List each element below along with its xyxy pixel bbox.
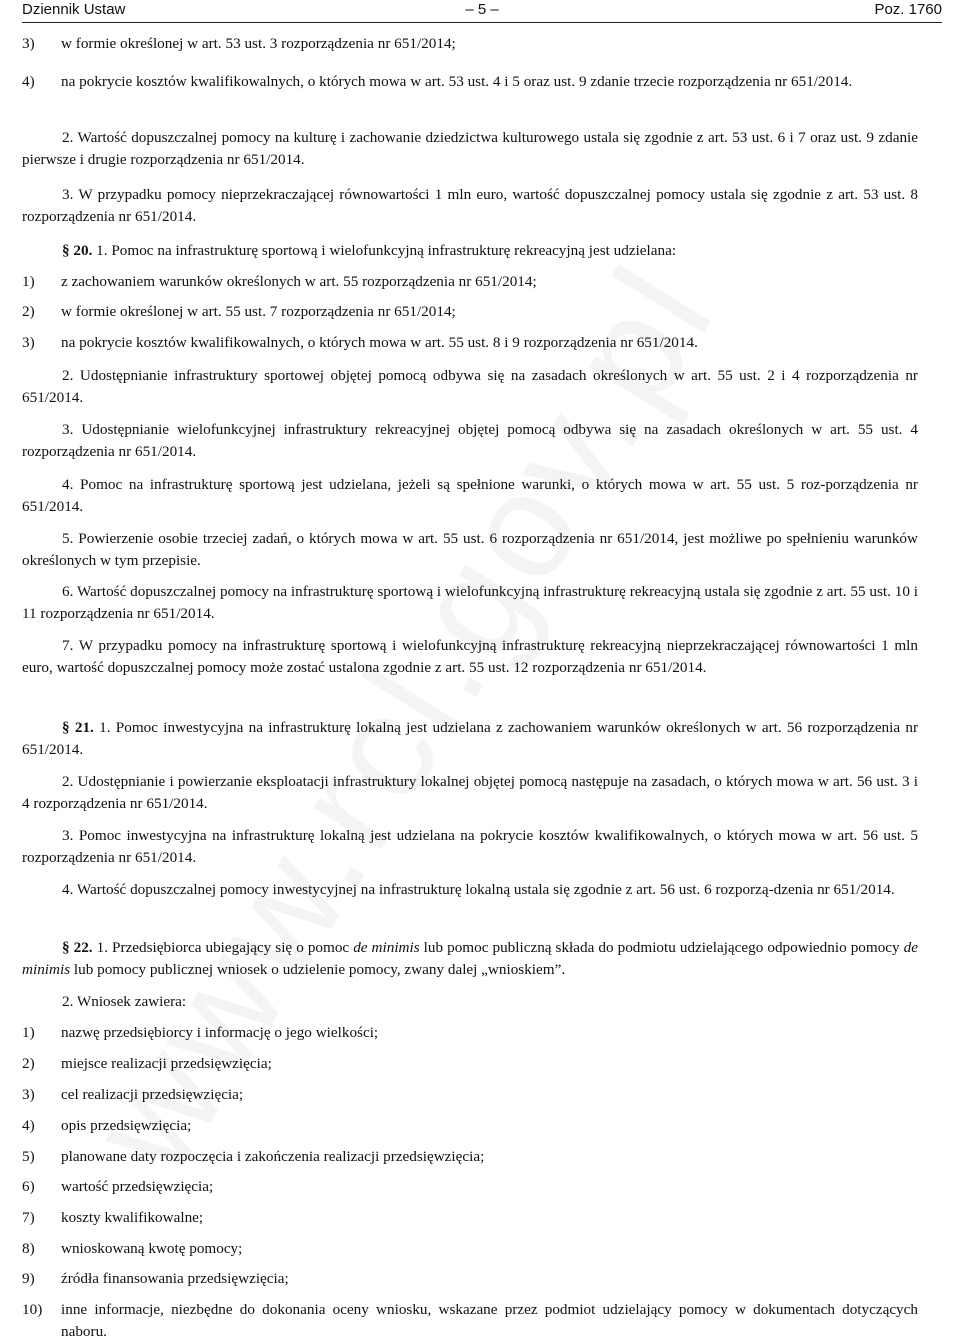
page-header	[22, 0, 942, 23]
item-text: cel realizacji przedsięwzięcia;	[61, 1086, 244, 1103]
paragraph: 3. W przypadku pomocy nieprzekraczającej równowartości 1 mln euro, wartość dopuszczalnej pomocy ustala się zgodnie z art. 53 ust. 8 rozporządzenia nr 651/2014.	[22, 186, 918, 225]
list-item	[22, 1176, 918, 1198]
list-item	[22, 71, 918, 93]
list-item	[22, 1053, 918, 1075]
item-number: 9)	[22, 1270, 35, 1287]
paragraph-text: 1. Pomoc inwestycyjna na infrastrukturę lokalną jest udzielana z zachowaniem warunków określonych w art. 56 rozporządzenia nr 651/2014.	[22, 719, 919, 758]
list-item	[22, 301, 918, 323]
paragraph-text: 1. Przedsiębiorca ubiegający się o pomoc	[96, 939, 354, 956]
list-item	[22, 1084, 918, 1106]
list-item	[22, 1238, 918, 1260]
paragraph: 4. Pomoc na infrastrukturę sportową jest udzielana, jeżeli są spełnione warunki, o których mowa w art. 55 ust. 5 roz-porządzenia nr 651/2014.	[22, 476, 918, 515]
paragraph-text: 1. Pomoc na infrastrukturę sportową i wielofunkcyjną infrastrukturę rekreacyjną jest udzielana:	[96, 242, 677, 259]
paragraph: 4. Wartość dopuszczalnej pomocy inwestycyjnej na infrastrukturę lokalną ustala się zgodnie z art. 56 ust. 6 rozporzą-dzenia nr 651/2014.	[62, 881, 895, 898]
item-number: 1)	[22, 273, 35, 290]
paragraph-text: lub pomocy publicznej wniosek o udzielenie pomocy, zwany dalej „wnioskiem”.	[70, 960, 566, 978]
item-text: planowane daty rozpoczęcia i zakończenia realizacji przedsięwzięcia;	[61, 1148, 485, 1165]
item-number: 10)	[22, 1301, 43, 1318]
list-item	[22, 271, 918, 293]
section-label: § 20.	[62, 242, 93, 259]
page-number: – 5 –	[465, 1, 499, 18]
list-item	[22, 1299, 918, 1342]
paragraph: 2. Wartość dopuszczalnej pomocy na kulturę i zachowanie dziedzictwa kulturowego ustala się zgodnie z art. 53 ust. 6 i 7 oraz ust. 9 zdanie pierwsze i drugie rozporządzenia nr 651/2014.	[22, 129, 918, 168]
item-text: źródła finansowania przedsięwzięcia;	[61, 1270, 289, 1287]
italic-term: de minimis	[22, 939, 918, 978]
item-number: 2)	[22, 303, 35, 320]
item-text: na pokrycie kosztów kwalifikowalnych, o których mowa w art. 53 ust. 4 i 5 oraz ust. 9 zdanie trzecie rozporządzenia nr 651/2014.	[61, 73, 853, 90]
paragraph: 7. W przypadku pomocy na infrastrukturę sportową i wielofunkcyjną infrastrukturę rekreacyjną nieprzekraczającej równowartości 1 mln euro, wartość dopuszczalnej pomocy może zostać ustalona zgodnie z art. 55 ust. 12 rozporządzenia nr 651/2014.	[22, 637, 918, 676]
list-item	[22, 33, 918, 55]
item-number: 3)	[22, 1086, 35, 1103]
item-text: miejsce realizacji przedsięwzięcia;	[61, 1055, 272, 1072]
item-text: w formie określonej w art. 55 ust. 7 rozporządzenia nr 651/2014;	[61, 303, 456, 320]
position-number: Poz. 1760	[874, 1, 942, 18]
item-text: w formie określonej w art. 53 ust. 3 rozporządzenia nr 651/2014;	[61, 35, 456, 52]
paragraph: 2. Wniosek zawiera:	[62, 993, 187, 1010]
paragraph: 3. Udostępnianie wielofunkcyjnej infrastruktury rekreacyjnej objętej pomocą odbywa się na zasadach określonych w art. 55 ust. 4 rozporządzenia nr 651/2014.	[22, 421, 918, 460]
paragraph: 2. Udostępnianie infrastruktury sportowej objętej pomocą odbywa się na zasadach określonych w art. 55 ust. 2 i 4 rozporządzenia nr 651/2014.	[22, 367, 918, 406]
section-label: § 22.	[62, 939, 93, 956]
section-label: § 21.	[62, 719, 94, 736]
section-21-paragraph-1	[22, 717, 918, 760]
item-number: 8)	[22, 1240, 35, 1257]
item-text: opis przedsięwzięcia;	[61, 1117, 192, 1134]
paragraph: 3. Pomoc inwestycyjna na infrastrukturę lokalną jest udzielana na pokrycie kosztów kwalifikowalnych, o których mowa w art. 56 ust. 5 rozporządzenia nr 651/2014.	[22, 827, 918, 866]
section-20-paragraph-1	[22, 240, 918, 262]
list-item	[22, 1207, 918, 1229]
item-number: 3)	[22, 334, 35, 351]
journal-title: Dziennik Ustaw	[22, 1, 126, 18]
list-item	[22, 332, 918, 354]
item-number: 4)	[22, 73, 35, 90]
item-text: wartość przedsięwzięcia;	[61, 1178, 214, 1195]
paragraph: 6. Wartość dopuszczalnej pomocy na infrastrukturę sportową i wielofunkcyjną infrastrukturę rekreacyjną ustala się zgodnie z art. 55 ust. 10 i 11 rozporządzenia nr 651/2014.	[22, 583, 918, 622]
list-item	[22, 1146, 918, 1168]
item-text: wnioskowaną kwotę pomocy;	[61, 1240, 243, 1257]
item-number: 4)	[22, 1117, 35, 1134]
list-item	[22, 1115, 918, 1137]
italic-term: de minimis	[353, 939, 420, 956]
paragraph: 5. Powierzenie osobie trzeciej zadań, o których mowa w art. 55 ust. 6 rozporządzenia nr 651/2014, jest możliwe po spełnieniu warunków określonych w tym przepisie.	[22, 530, 918, 569]
item-number: 3)	[22, 35, 35, 52]
paragraph: 2. Udostępnianie i powierzanie eksploatacji infrastruktury lokalnej objętej pomocą następuje na zasadach, o których mowa w art. 56 ust. 3 i 4 rozporządzenia nr 651/2014.	[22, 773, 918, 812]
item-number: 1)	[22, 1024, 35, 1041]
list-item	[22, 1022, 918, 1044]
paragraph-text: lub pomoc publiczną składa do podmiotu udzielającego odpowiednio pomocy	[419, 939, 904, 956]
item-number: 2)	[22, 1055, 35, 1072]
item-text: inne informacje, niezbędne do dokonania oceny wniosku, wskazane przez podmiot udzielający pomocy w dokumentach dotyczących naboru.	[61, 1301, 918, 1340]
item-number: 7)	[22, 1209, 35, 1226]
item-text: na pokrycie kosztów kwalifikowalnych, o których mowa w art. 55 ust. 8 i 9 rozporządzenia nr 651/2014.	[61, 334, 698, 351]
item-text: koszty kwalifikowalne;	[61, 1209, 204, 1226]
item-text: z zachowaniem warunków określonych w art. 55 rozporządzenia nr 651/2014;	[61, 273, 537, 290]
list-item	[22, 1268, 918, 1290]
item-number: 5)	[22, 1148, 35, 1165]
item-number: 6)	[22, 1178, 35, 1195]
item-text: nazwę przedsiębiorcy i informację o jego wielkości;	[61, 1024, 379, 1041]
section-22-paragraph-1	[22, 937, 918, 980]
